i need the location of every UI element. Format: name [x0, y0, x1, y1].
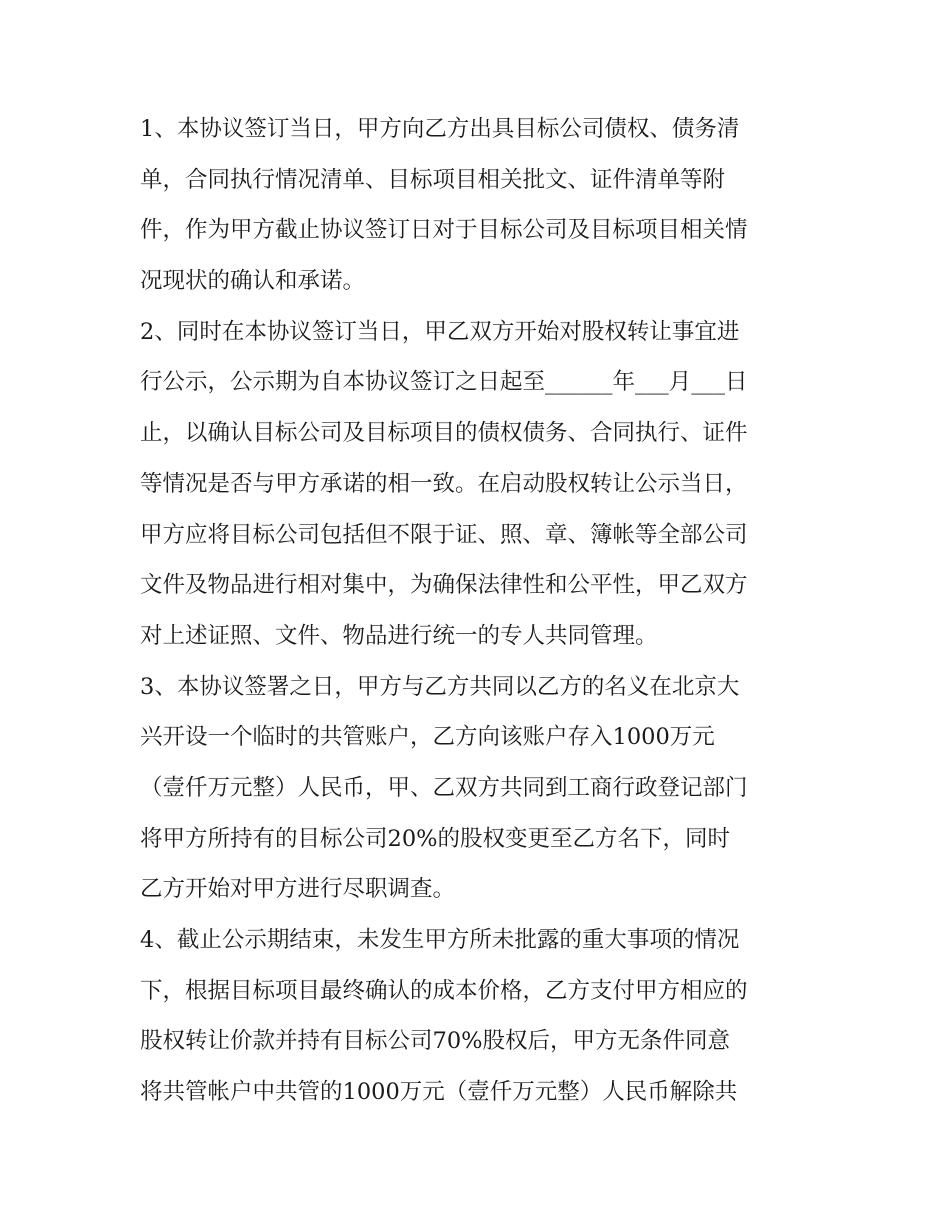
text-line: 甲方应将目标公司包括但不限于证、照、章、簿帐等全部公司	[140, 521, 748, 548]
text-line: 对上述证照、文件、物品进行统一的专人共同管理。	[140, 622, 658, 649]
text-line: 件，作为甲方截止协议签订日对于目标公司及目标项目相关情	[140, 217, 748, 244]
text-line: 将甲方所持有的目标公司20%的股权变更至乙方名下，同时	[140, 825, 731, 852]
text-line: 乙方开始对甲方进行尽职调查。	[140, 876, 456, 903]
text-line: 1、本协议签订当日，甲方向乙方出具目标公司债权、债务清	[140, 116, 740, 142]
text-line: 3、本协议签署之日，甲方与乙方共同以乙方的名义在北京大	[140, 673, 740, 700]
text-line: 股权转让价款并持有目标公司70%股权后，甲方无条件同意	[140, 1028, 731, 1055]
text-line: 行公示，公示期为自本协议签订之日起至______年___月___日	[140, 369, 748, 396]
text-line: （壹仟万元整）人民币，甲、乙双方共同到工商行政登记部门	[140, 774, 748, 801]
text-line: 下，根据目标项目最终确认的成本价格，乙方支付甲方相应的	[140, 977, 748, 1004]
text-line: 将共管帐户中共管的1000万元（壹仟万元整）人民币解除共	[140, 1079, 738, 1106]
text-line: 单，合同执行情况清单、目标项目相关批文、证件清单等附	[140, 166, 726, 193]
text-line: 文件及物品进行相对集中，为确保法律性和公平性，甲乙双方	[140, 572, 748, 599]
text-line: 止，以确认目标公司及目标项目的债权债务、合同执行、证件	[140, 420, 748, 447]
text-line: 况现状的确认和承诺。	[140, 268, 366, 295]
document-page	[140, 104, 820, 1118]
text-line: 2、同时在本协议签订当日，甲乙双方开始对股权转让事宜进	[140, 318, 740, 345]
text-line: 等情况是否与甲方承诺的相一致。在启动股权转让公示当日，	[140, 470, 748, 497]
text-line: 兴开设一个临时的共管账户，乙方向该账户存入1000万元	[140, 724, 715, 751]
text-line: 4、截止公示期结束，未发生甲方所未批露的重大事项的情况	[140, 927, 740, 953]
